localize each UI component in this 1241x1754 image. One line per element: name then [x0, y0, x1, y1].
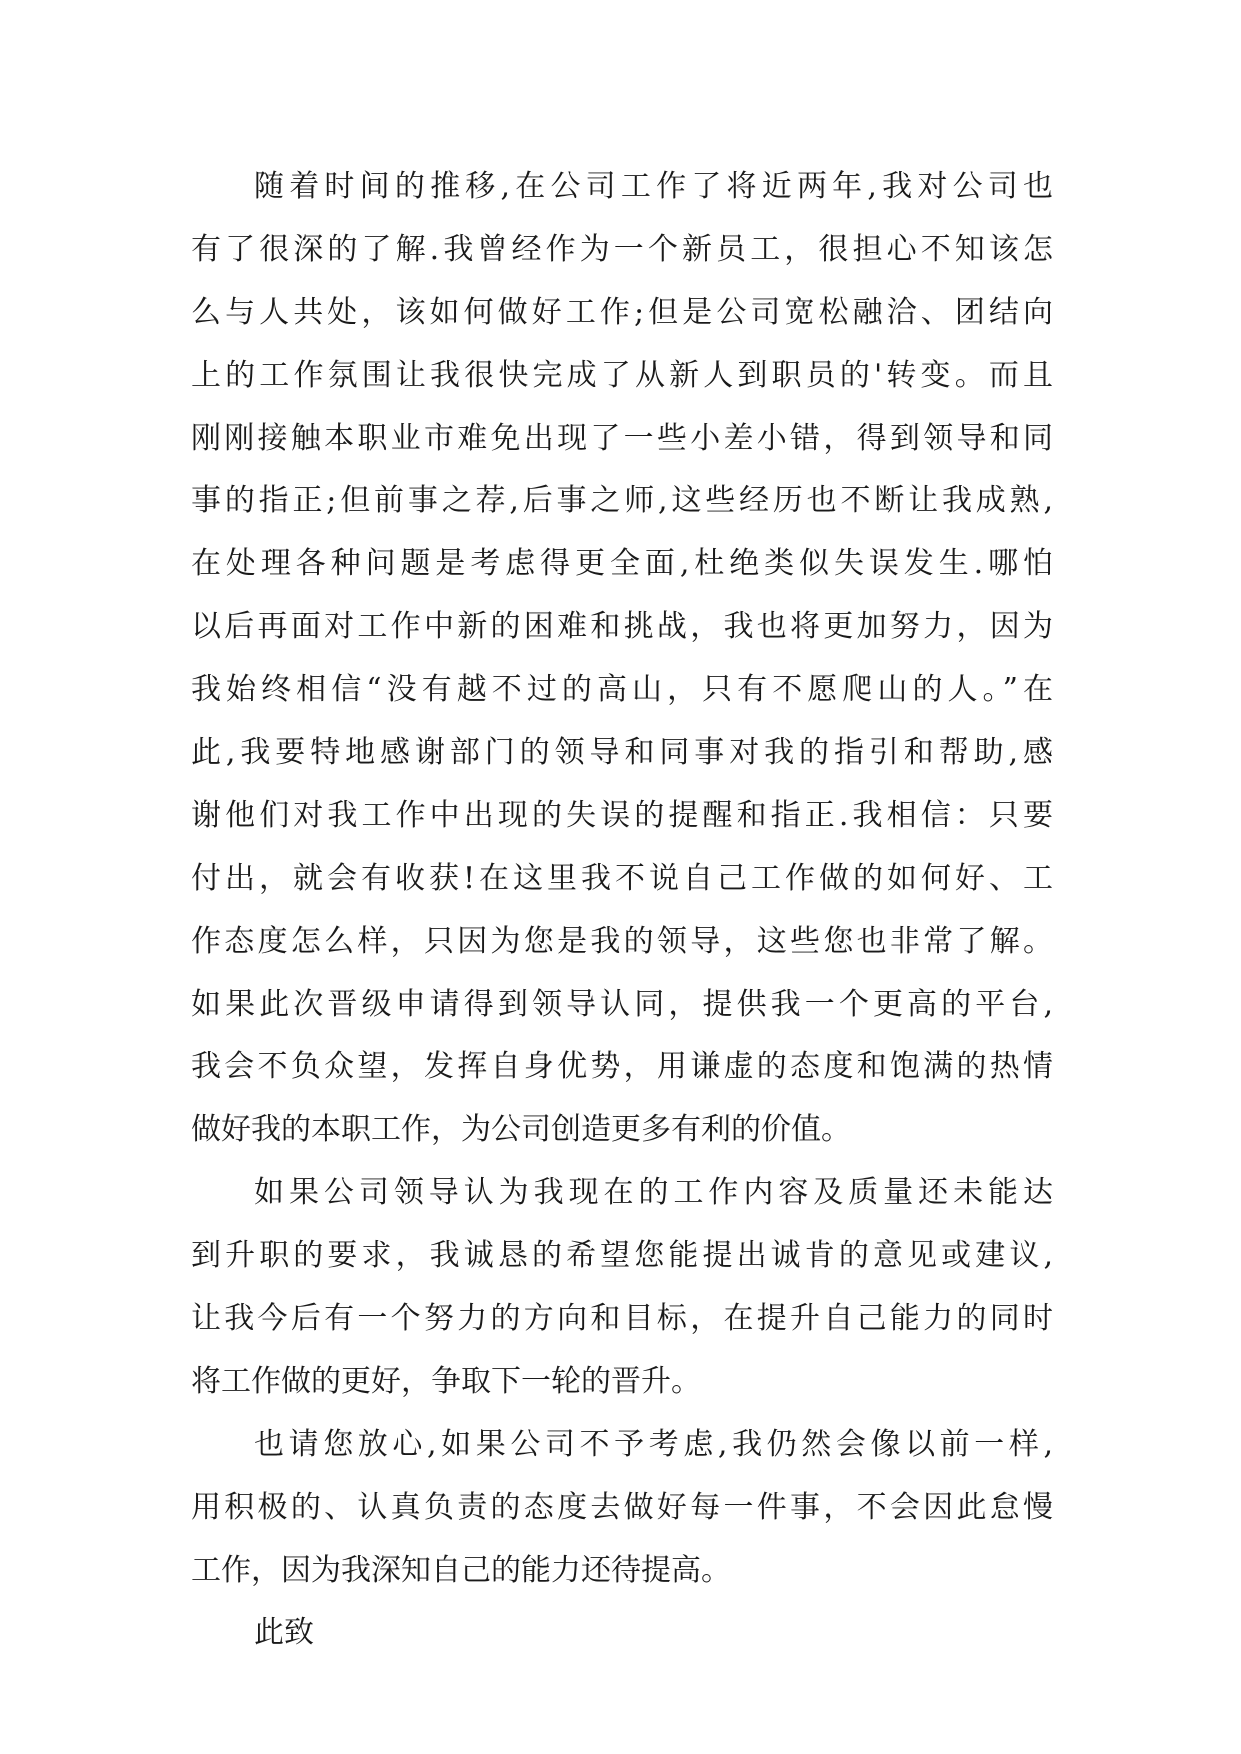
- text-line: 事的指正;但前事之荐,后事之师,这些经历也不断让我成熟,: [191, 483, 1053, 519]
- text-line: 我会不负众望，发挥自身优势，用谦虚的态度和饱满的热情: [191, 1049, 1053, 1085]
- text-line: 以后再面对工作中新的困难和挑战，我也将更加努力，因为: [191, 609, 1053, 645]
- text-line: 随着时间的推移,在公司工作了将近两年,我对公司也: [254, 169, 1053, 204]
- closing-salutation: 此致: [254, 1615, 314, 1651]
- text-line: 我始终相信“没有越不过的高山，只有不愿爬山的人。”在: [191, 672, 1053, 708]
- paragraph-3: [191, 1414, 1053, 1603]
- text-line: 上的工作氛围让我很快完成了从新人到职员的'转变。而且: [191, 357, 1053, 393]
- text-line: 如果公司领导认为我现在的工作内容及质量还未能达: [254, 1175, 1053, 1211]
- text-line: 作态度怎么样，只因为您是我的领导，这些您也非常了解。: [191, 923, 1053, 959]
- text-line: 在处理各种问题是考虑得更全面,杜绝类似失误发生.哪怕: [191, 546, 1053, 582]
- text-line: 如果此次晋级申请得到领导认同，提供我一个更高的平台,: [191, 986, 1053, 1022]
- paragraph-2: [191, 1162, 1053, 1414]
- paragraph-1: [191, 156, 1053, 1162]
- text-line: 用积极的、认真负责的态度去做好每一件事，不会因此怠慢: [191, 1489, 1053, 1525]
- document-body: [191, 156, 1053, 1665]
- text-line: 工作，因为我深知自己的能力还待提高。: [191, 1552, 731, 1588]
- text-line: 也请您放心,如果公司不予考虑,我仍然会像以前一样,: [254, 1426, 1053, 1462]
- text-line: 到升职的要求，我诚恳的希望您能提出诚肯的意见或建议,: [191, 1238, 1053, 1274]
- text-line: 让我今后有一个努力的方向和目标，在提升自己能力的同时: [191, 1301, 1053, 1337]
- text-line: 做好我的本职工作，为公司创造更多有利的价值。: [191, 1112, 851, 1148]
- text-line: 付出，就会有收获!在这里我不说自己工作做的如何好、工: [191, 860, 1053, 896]
- text-line: 刚刚接触本职业市难免出现了一些小差小错，得到领导和同: [191, 420, 1053, 456]
- text-line: 有了很深的了解.我曾经作为一个新员工，很担心不知该怎: [191, 231, 1053, 267]
- text-line: 谢他们对我工作中出现的失误的提醒和指正.我相信：只要: [191, 797, 1053, 833]
- text-line: 此,我要特地感谢部门的领导和同事对我的指引和帮助,感: [191, 735, 1053, 771]
- text-line: 么与人共处，该如何做好工作;但是公司宽松融洽、团结向: [191, 294, 1053, 330]
- text-line: 将工作做的更好，争取下一轮的晋升。: [191, 1363, 701, 1399]
